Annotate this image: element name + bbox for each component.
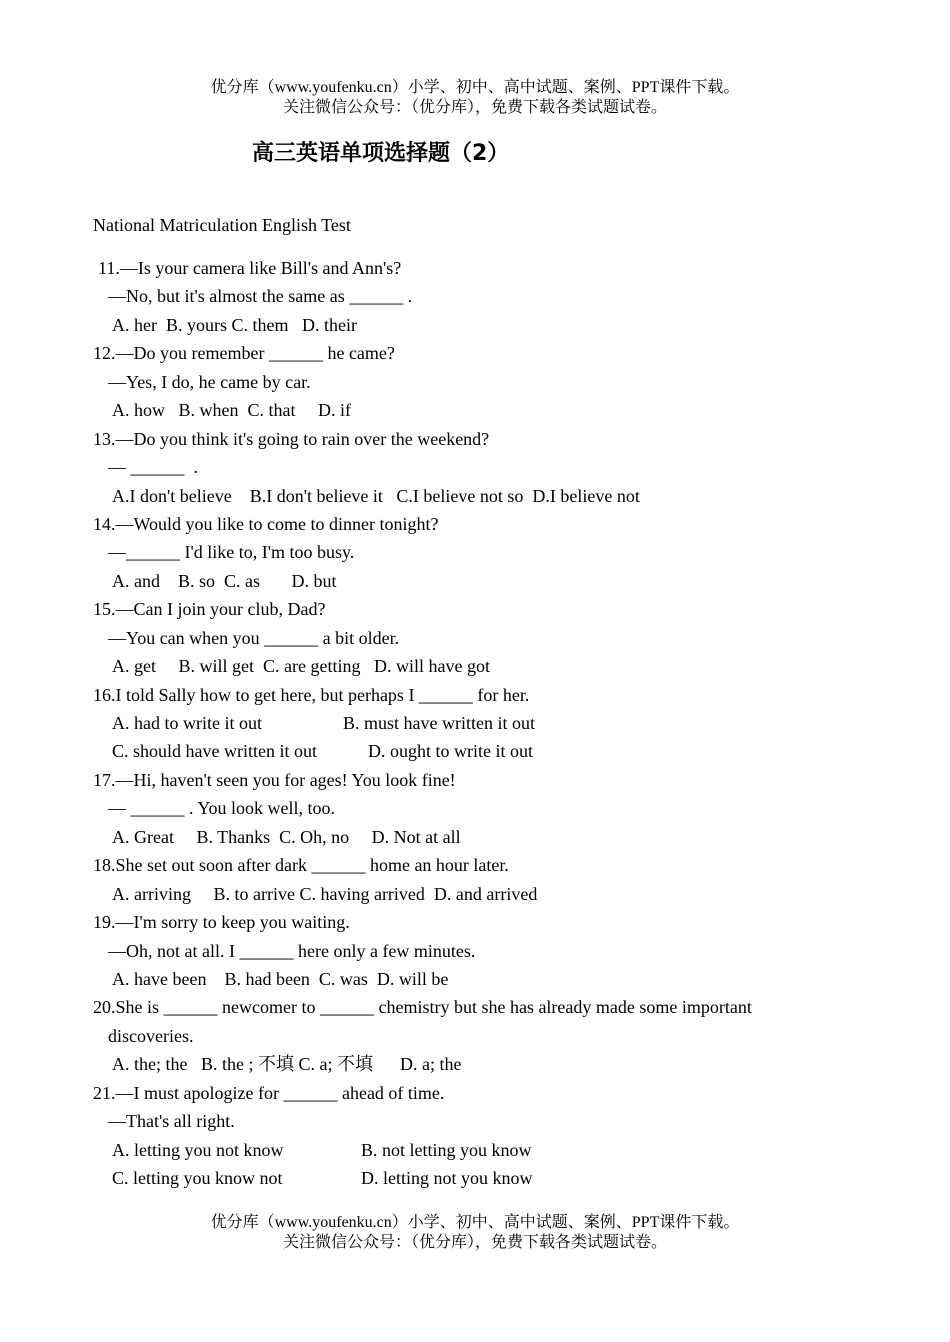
question-13-options: A.I don't believe B.I don't believe it C.I believe not so D.I believe not: [112, 485, 640, 506]
question-20-stem-continued: discoveries.: [108, 1025, 194, 1046]
footer-line-1: 优分库（www.youfenku.cn）小学、初中、高中试题、案例、PPT课件下载。: [210, 1214, 740, 1231]
question-18-options: A. arriving B. to arrive C. having arrived D. and arrived: [112, 883, 538, 904]
question-17-stem: 17.—Hi, haven't seen you for ages! You look fine!: [93, 769, 456, 790]
question-20-stem: 20.She is ______ newcomer to ______ chemistry but she has already made some important: [93, 997, 752, 1018]
question-12-reply: —Yes, I do, he came by car.: [108, 371, 311, 392]
question-14-options: A. and B. so C. as D. but: [112, 570, 337, 591]
page-subtitle: National Matriculation English Test: [93, 215, 351, 235]
option-c: C. should have written it out: [112, 741, 317, 762]
question-12-stem: 12.—Do you remember ______ he came?: [93, 343, 395, 364]
question-21-stem: 21.—I must apologize for ______ ahead of time.: [93, 1082, 445, 1103]
question-21-options-row-1: [93, 1136, 913, 1164]
question-13-reply: — ______ .: [108, 457, 198, 478]
question-12-options: A. how B. when C. that D. if: [112, 400, 351, 421]
page-title: 高三英语单项选择题（2）: [252, 141, 510, 166]
header-line-1: 优分库（www.youfenku.cn）小学、初中、高中试题、案例、PPT课件下载。: [210, 79, 740, 96]
question-list: [93, 254, 913, 1192]
option-c: C. letting you know not: [112, 1168, 283, 1188]
question-15-options: A. get B. will get C. are getting D. will have got: [112, 656, 490, 677]
question-11-stem: 11.—Is your camera like Bill's and Ann's?: [98, 258, 402, 278]
question-15-stem: 15.—Can I join your club, Dad?: [93, 599, 326, 620]
header-line-2: 关注微信公众号：（优分库），免费下载各类试题试卷。: [282, 99, 667, 116]
question-14-stem: 14.—Would you like to come to dinner tonight?: [93, 513, 439, 534]
option-b: B. not letting you know: [361, 1139, 532, 1160]
question-19-options: A. have been B. had been C. was D. will be: [112, 968, 449, 989]
question-11-options: A. her B. yours C. them D. their: [112, 314, 357, 335]
question-13-stem: 13.—Do you think it's going to rain over the weekend?: [93, 428, 490, 449]
question-16-options-row-1: [93, 709, 913, 737]
question-18-stem: 18.She set out soon after dark ______ home an hour later.: [93, 855, 509, 876]
question-19-stem: 19.—I'm sorry to keep you waiting.: [93, 912, 350, 933]
footer-line-2: 关注微信公众号：（优分库），免费下载各类试题试卷。: [282, 1234, 667, 1251]
question-14-reply: —______ I'd like to, I'm too busy.: [108, 542, 355, 563]
option-a: A. had to write it out: [112, 713, 262, 733]
question-17-options: A. Great B. Thanks C. Oh, no D. Not at all: [112, 826, 461, 847]
option-a: A. letting you not know: [112, 1139, 284, 1160]
question-20-options: A. the; the B. the ; 不填 C. a; 不填 D. a; the: [112, 1054, 462, 1075]
question-11-reply: —No, but it's almost the same as ______ .: [108, 286, 413, 307]
option-d: D. ought to write it out: [368, 741, 533, 762]
question-21-options-row-2: [93, 1164, 913, 1192]
question-21-reply: —That's all right.: [108, 1111, 235, 1132]
question-17-reply: — ______ . You look well, too.: [108, 798, 336, 819]
question-16-stem: 16.I told Sally how to get here, but perhaps I ______ for her.: [93, 684, 530, 705]
question-19-reply: —Oh, not at all. I ______ here only a few minutes.: [108, 940, 476, 961]
option-b: B. must have written it out: [343, 713, 535, 733]
option-d: D. letting not you know: [361, 1168, 533, 1188]
question-15-reply: —You can when you ______ a bit older.: [108, 627, 400, 648]
question-16-options-row-2: [93, 737, 913, 765]
